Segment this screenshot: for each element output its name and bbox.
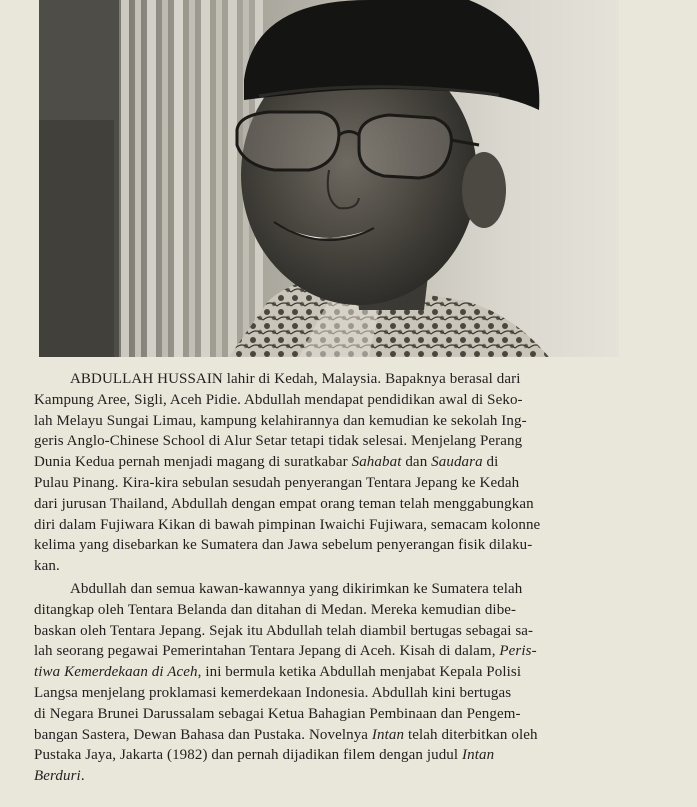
bio-line: Berduri.	[34, 768, 85, 785]
portrait-photo-icon	[39, 0, 619, 357]
book-title-peristiwa-cont: tiwa Kemerdekaan di Aceh	[34, 664, 198, 681]
bio-line: Pulau Pinang. Kira-kira sebulan sesudah penyerangan Tentara Jepang ke Kedah	[34, 474, 520, 491]
book-title-peristiwa: Peris-	[499, 643, 537, 660]
biography-paragraph-2	[34, 579, 634, 787]
bio-line: Langsa menjelang proklamasi kemerdekaan Indonesia. Abdullah kini bertugas	[34, 684, 512, 701]
bio-line: Dunia Kedua pernah menjadi magang di suratkabar Sahabat dan Saudara di	[34, 454, 499, 471]
bio-line: bangan Sastera, Dewan Bahasa dan Pustaka. Novelnya Intan telah diterbitkan oleh	[34, 726, 538, 743]
bio-line: geris Anglo-Chinese School di Alur Setar tetapi tidak selesai. Menjelang Perang	[34, 433, 523, 450]
bio-line: kan.	[34, 558, 60, 575]
bio-line: diri dalam Fujiwara Kikan di bawah pimpinan Iwaichi Fujiwara, semacam kolonne	[34, 516, 541, 533]
bio-line: Abdullah dan semua kawan-kawannya yang dikirimkan ke Sumatera telah	[70, 580, 523, 597]
bio-line: baskan oleh Tentara Jepang. Sejak itu Abdullah telah diambil bertugas sebagai sa-	[34, 622, 534, 639]
bio-line: lah seorang pegawai Pemerintahan Tentara Jepang di Aceh. Kisah di dalam, Peris-	[34, 643, 537, 660]
bio-line: Kampung Aree, Sigli, Aceh Pidie. Abdullah mendapat pendidikan awal di Seko-	[34, 391, 523, 408]
bio-line: dari jurusan Thailand, Abdullah dengan empat orang teman telah menggabungkan	[34, 495, 534, 512]
bio-line: ABDULLAH HUSSAIN lahir di Kedah, Malaysia. Bapaknya berasal dari	[70, 371, 521, 387]
bio-line: Pustaka Jaya, Jakarta (1982) dan pernah dijadikan filem dengan judul Intan	[34, 747, 495, 764]
bio-line: ditangkap oleh Tentara Belanda dan ditahan di Medan. Mereka kemudian dibe-	[34, 601, 517, 618]
bio-line: lah Melayu Sungai Limau, kampung kelahirannya dan kemudian ke sekolah Ing-	[34, 412, 527, 429]
bio-line: kelima yang disebarkan ke Sumatera dan Jawa sebelum penyerangan fisik dilaku-	[34, 537, 533, 554]
bio-line: di Negara Brunei Darussalam sebagai Ketua Bahagian Pembinaan dan Pengem-	[34, 705, 521, 722]
film-title-berduri: Berduri	[34, 768, 81, 785]
newspaper-title-sahabat: Sahabat	[351, 454, 402, 471]
bio-line: tiwa Kemerdekaan di Aceh, ini bermula ketika Abdullah menjabat Kepala Polisi	[34, 664, 522, 681]
film-title-intan: Intan	[462, 747, 495, 764]
novel-title-intan: Intan	[371, 726, 405, 743]
author-portrait-photo	[39, 0, 619, 357]
author-biography	[34, 369, 634, 787]
newspaper-title-saudara: Saudara	[431, 454, 483, 471]
biography-paragraph-1	[34, 369, 634, 577]
